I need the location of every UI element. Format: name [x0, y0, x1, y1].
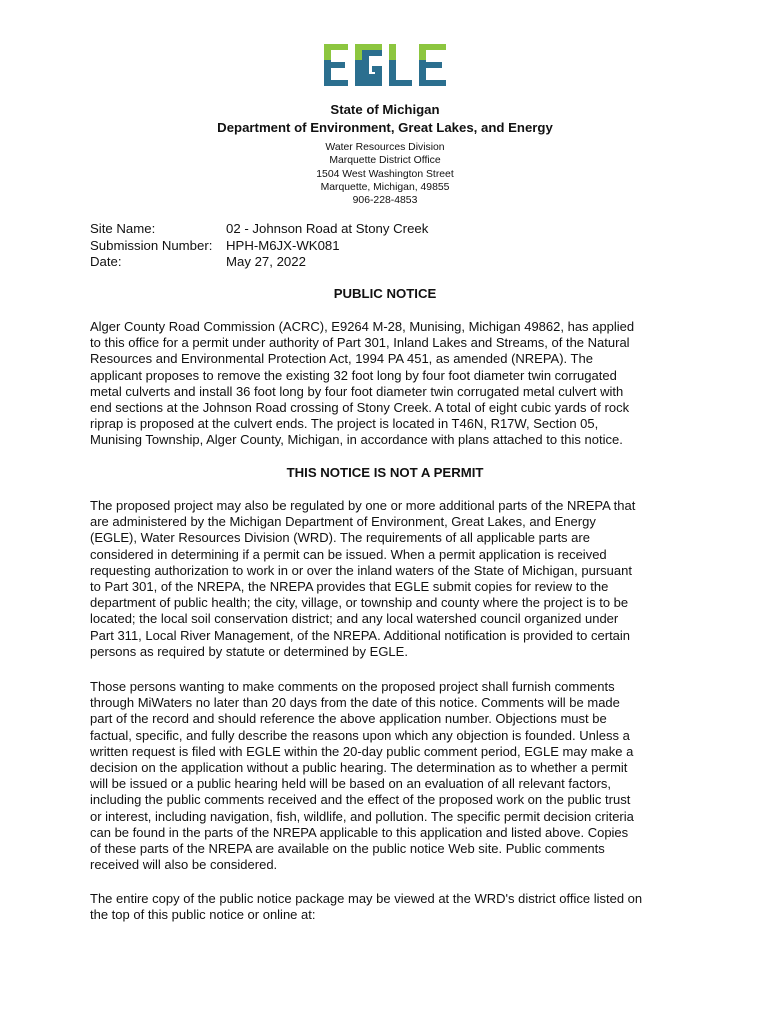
meta-value: HPH-M6JX-WK081 [226, 237, 340, 253]
logo-letter-e [324, 44, 348, 86]
logo-letter-l [389, 44, 412, 86]
text-line: The entire copy of the public notice package may be viewed at the WRD's district office listed on [90, 891, 643, 906]
text-line: Part 311, Local River Management, of the NREPA. Additional notification is provided to certain [90, 627, 631, 643]
meta-row-date [90, 254, 428, 271]
submission-details [90, 221, 428, 271]
text-line: requesting authorization to work in or over the inland waters of the State of Michigan, pursuant [90, 562, 632, 578]
text-line: department of public health; the city, village, or township and county where the project is to be [90, 595, 629, 611]
text-line: part of the record and should reference the above application number. Objections must be [90, 711, 607, 727]
meta-row-submission [90, 238, 428, 255]
copy-paragraph [90, 891, 686, 923]
text-line: Resources and Environmental Protection Act, 1994 PA 451, as amended (NREPA). The [90, 351, 593, 367]
text-line: persons as required by statute or determined by EGLE. [90, 643, 408, 659]
text-line: Those persons wanting to make comments on the proposed project shall furnish comments [90, 679, 615, 694]
text-line: of these parts of the NREPA are available on the public notice Web site. Public comments [90, 841, 605, 857]
text-line: (EGLE), Water Resources Division (WRD). The requirements of all applicable parts are [90, 530, 590, 546]
meta-row-site [90, 221, 428, 238]
logo-letter-e2 [419, 44, 446, 86]
office-name: Marquette District Office [329, 155, 441, 167]
text-line: written request is filed with EGLE within the 20-day public comment period, EGLE may make a [90, 743, 634, 759]
text-line: decision on the application without a public hearing. The determination as to whether a permit [90, 760, 628, 776]
text-line: through MiWaters no later than 20 days from the date of this notice. Comments will be made [90, 695, 620, 711]
text-line: are administered by the Michigan Department of Environment, Great Lakes, and Energy [90, 514, 596, 530]
text-line: including the public comments received and the effect of the proposed work on the public trust [90, 792, 631, 808]
text-line: metal culverts and install 36 foot long by four foot diameter twin corrugated metal culvert with [90, 383, 624, 399]
office-phone: 906-228-4853 [352, 195, 418, 207]
text-line: applicant proposes to remove the existing 32 foot long by four foot diameter twin corrugated [90, 367, 617, 383]
not-permit-heading: THIS NOTICE IS NOT A PERMIT [286, 465, 484, 480]
meta-label: Date: [90, 254, 122, 269]
text-line: factual, specific, and fully describe the reasons upon which any objection is founded. Unless a [90, 727, 630, 743]
text-line: will be issued or a public hearing held will be based on an evaluation of all relevant factors, [90, 776, 612, 792]
public-notice-heading: PUBLIC NOTICE [333, 286, 437, 301]
meta-label: Submission Number: [90, 237, 213, 253]
text-line: to Part 301, of the NREPA, the NREPA provides that EGLE submit copies for review to the [90, 579, 609, 595]
text-line: riprap is proposed at the culvert ends. The project is located in T46N, R17W, Section 05, [90, 416, 599, 432]
logo-letter-g [355, 44, 382, 86]
letterhead [0, 101, 770, 207]
state-title: State of Michigan [330, 102, 440, 117]
text-line: the top of this public notice or online at: [90, 907, 316, 923]
egle-logo [324, 44, 446, 86]
meta-label: Site Name: [90, 221, 156, 236]
comments-paragraph [90, 679, 686, 873]
text-line: considered in determining if a permit can be issued. When a permit application is received [90, 546, 607, 562]
meta-value: May 27, 2022 [226, 254, 306, 269]
text-line: located; the local soil conservation district; and any local watershed council organized under [90, 611, 619, 627]
text-line: or interest, including navigation, fish, wildlife, and pollution. The specific permit decision criteria [90, 808, 634, 824]
office-street: 1504 West Washington Street [316, 168, 454, 180]
text-line: Munising Township, Alger County, Michigan, in accordance with plans attached to this notice. [90, 432, 623, 448]
division-name: Water Resources Division [325, 142, 445, 153]
text-line: end sections at the Johnson Road crossing of Stony Creek. A total of eight cubic yards of rock [90, 400, 630, 416]
office-city: Marquette, Michigan, 49855 [320, 181, 450, 193]
text-line: Alger County Road Commission (ACRC), E9264 M-28, Munising, Michigan 49862, has applied [90, 319, 635, 334]
notice-paragraph [90, 319, 686, 449]
text-line: received will also be considered. [90, 857, 278, 873]
text-line: can be found in the parts of the NREPA applicable to this application and listed above. Copies [90, 824, 629, 840]
regulation-paragraph [90, 498, 686, 660]
text-line: The proposed project may also be regulated by one or more additional parts of the NREPA that [90, 498, 636, 513]
text-line: to this office for a permit under authority of Part 301, Inland Lakes and Streams, of the Natural [90, 335, 630, 351]
meta-value: 02 - Johnson Road at Stony Creek [226, 221, 429, 236]
department-title: Department of Environment, Great Lakes, and Energy [217, 120, 553, 135]
